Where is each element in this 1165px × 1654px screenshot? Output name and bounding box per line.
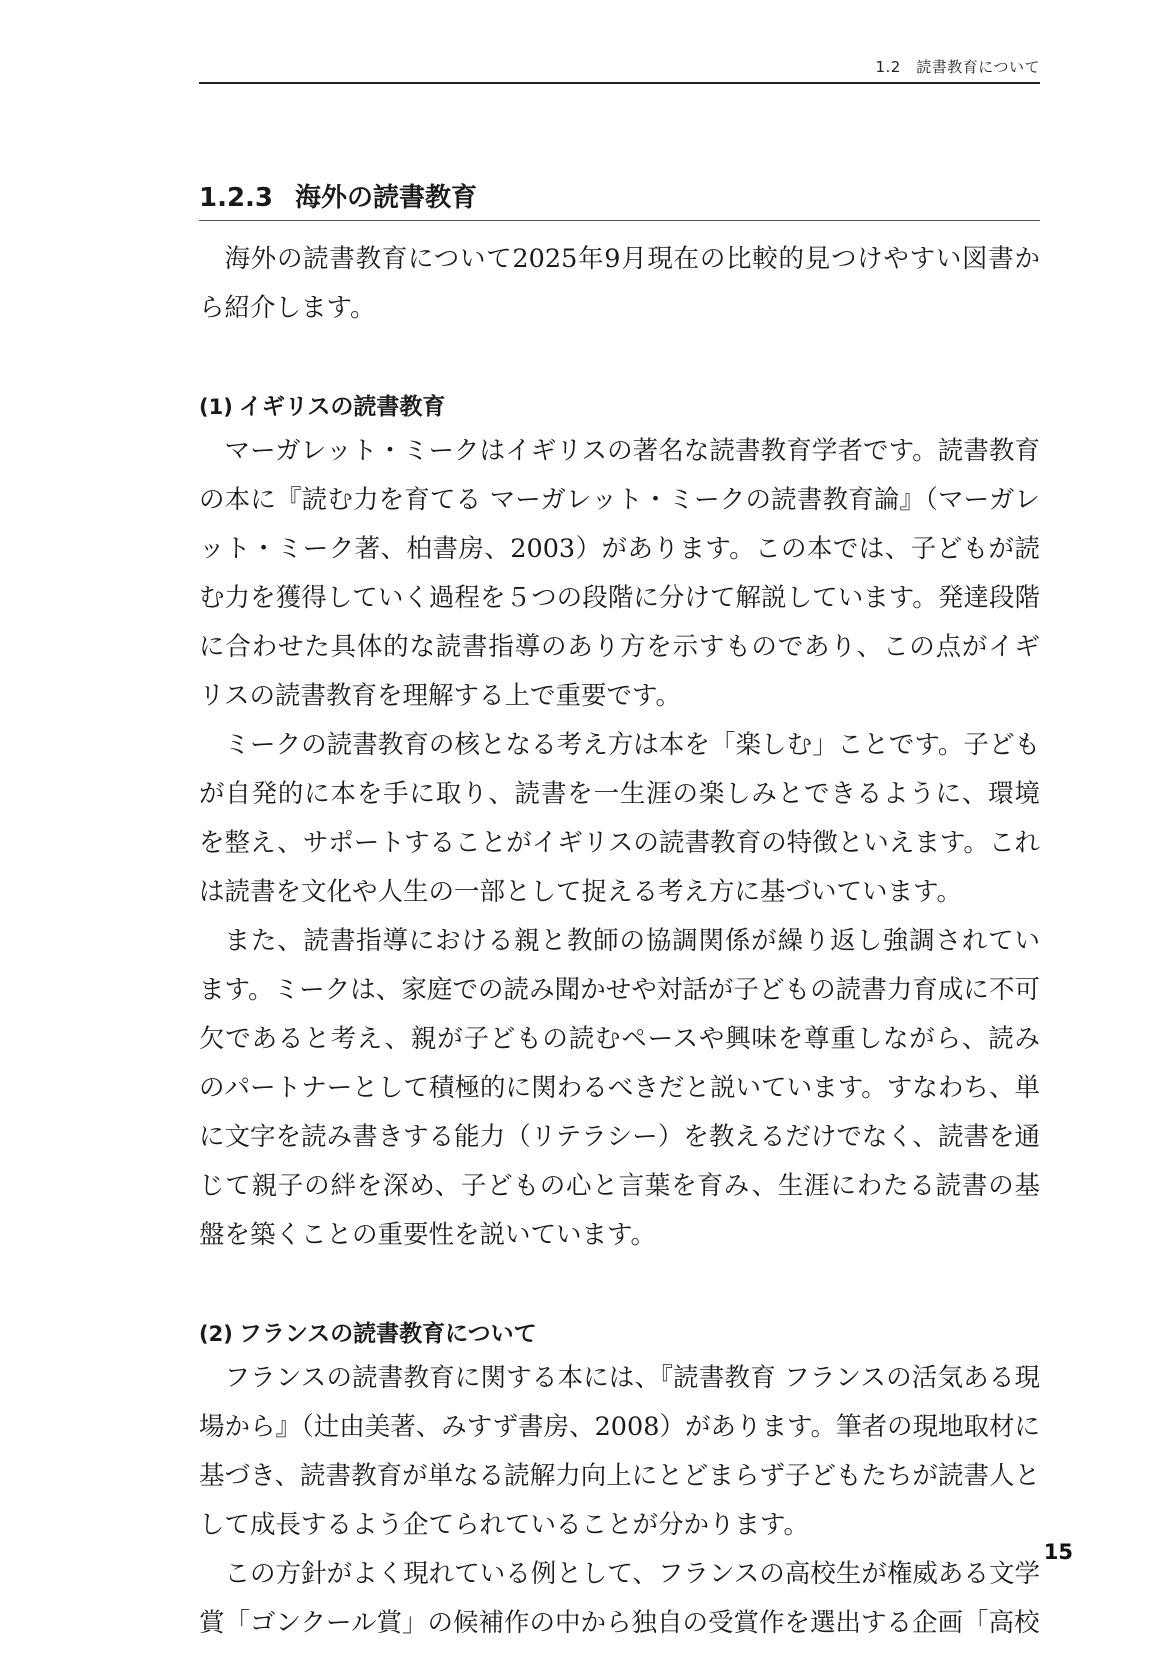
paragraph: また、読書指導における親と教師の協調関係が繰り返し強調されています。ミークは、家庭での読み聞かせや対話が子どもの読書力育成に不可欠であると考え、親が子どもの読むペースや興味を尊重しながら、読みのパートナーとして積極的に関わるべきだと説いています。すなわち、単に文字を読み書きする能力（リテラシー）を教えるだけでなく、読書を通じて親子の絆を深め、子どもの心と言葉を育み、生涯にわたる読書の基盤を築くことの重要性を説いています。	[199, 926, 1040, 1250]
paragraph: ミークの読書教育の核となる考え方は本を「楽しむ」ことです。子どもが自発的に本を手に取り、読書を一生涯の楽しみとできるように、環境を整え、サポートすることがイギリスの読書教育の特徴といえます。これは読書を文化や人生の一部として捉える考え方に基づいています。	[199, 730, 1040, 907]
page-content	[199, 178, 1040, 1648]
section-intro: 海外の読書教育について2025年9月現在の比較的見つけやすい図書から紹介します。	[199, 244, 1040, 323]
section-title: 海外の読書教育	[295, 183, 478, 213]
running-header: 1.2 読書教育について	[875, 58, 1040, 76]
subsection-title: フランスの読書教育について	[238, 1321, 537, 1347]
paragraph: この方針がよく現れている例として、フランスの高校生が権威ある文学賞「ゴンクール賞」の候補作の中から独自の受賞作を選出する企画「高校	[199, 1559, 1040, 1638]
paragraph: フランスの読書教育に関する本には、『読書教育 フランスの活気ある現場から』（辻由美著、みすず書房、2008）があります。筆者の現地取材に基づき、読書教育が単なる読解力向上にとどまらず子どもたちが読書人として成長するよう企てられていることが分かります。	[199, 1363, 1040, 1540]
subsection-heading-uk	[199, 387, 1040, 427]
subsection-heading-france	[199, 1314, 1040, 1354]
spacer	[199, 1260, 1040, 1314]
spacer	[199, 333, 1040, 387]
subsection-number: (2)	[199, 1322, 233, 1346]
subsection-title: イギリスの読書教育	[238, 394, 446, 420]
page-number: 15	[1043, 1540, 1073, 1564]
subsection-number: (1)	[199, 395, 233, 419]
section-number: 1.2.3	[199, 183, 274, 213]
header-rule	[199, 82, 1040, 84]
section-heading	[199, 178, 1040, 221]
paragraph: マーガレット・ミークはイギリスの著名な読書教育学者です。読書教育の本に『読む力を育てる マーガレット・ミークの読書教育論』（マーガレット・ミーク著、柏書房、2003）があります。この本では、子どもが読む力を獲得していく過程を５つの段階に分けて解説しています。発達段階に合わせた具体的な読書指導のあり方を示すものであり、この点がイギリスの読書教育を理解する上で重要です。	[199, 436, 1040, 711]
